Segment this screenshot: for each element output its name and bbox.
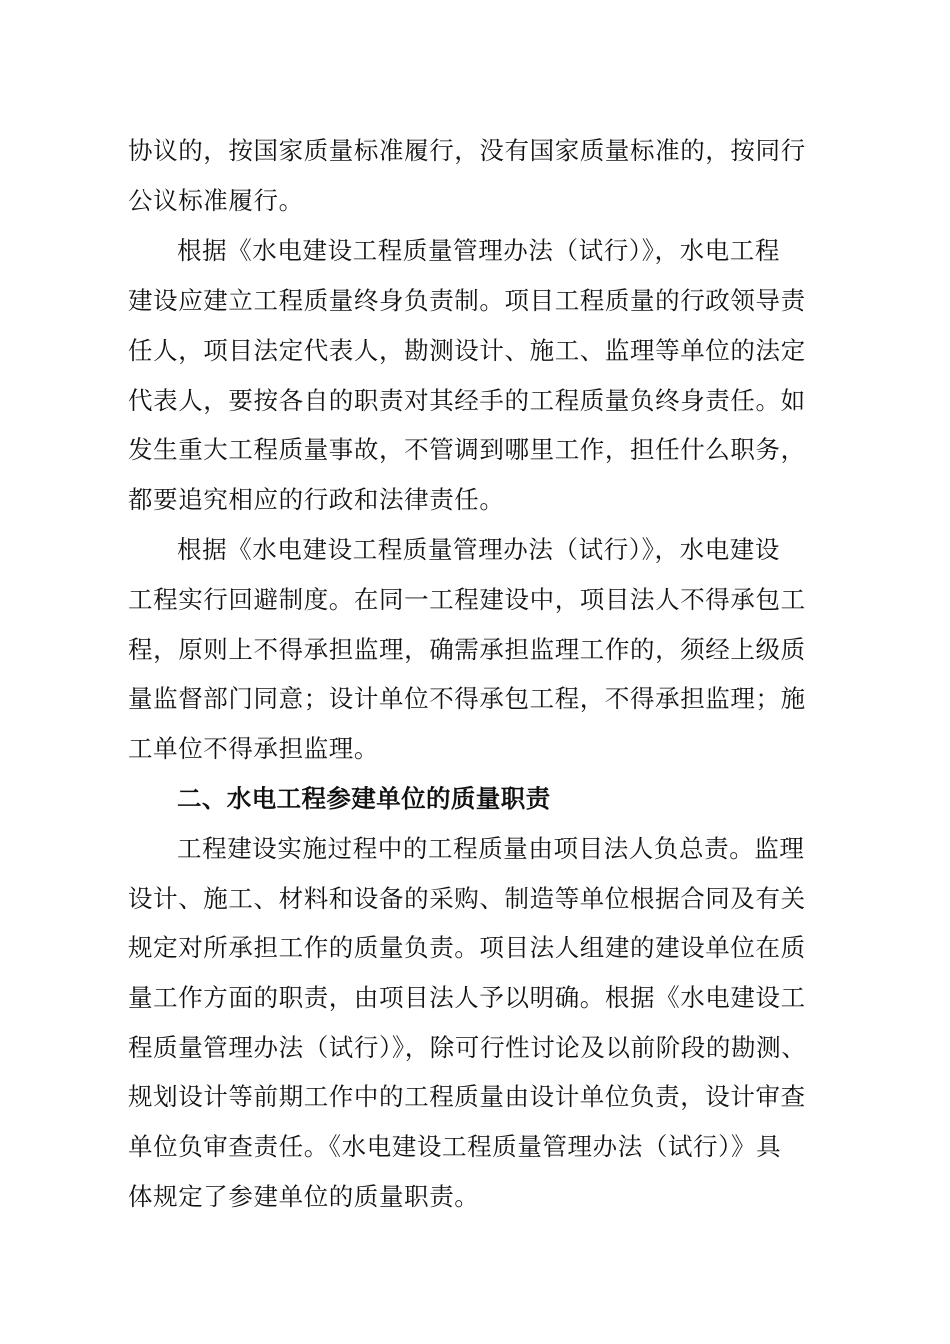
- paragraph-2-line-6: 都要追究相应的行政和法律责任。: [128, 485, 505, 514]
- paragraph-3-line-3: 程，原则上不得承担监理，确需承担监理工作的，须经上级质: [128, 635, 806, 664]
- paragraph-4-line-4: 量工作方面的职责，由项目法人予以明确。根据《水电建设工: [128, 983, 806, 1012]
- paragraph-4-line-3: 规定对所承担工作的质量负责。项目法人组建的建设单位在质: [128, 933, 806, 962]
- paragraph-2-line-1: 根据《水电建设工程质量管理办法（试行）》，水电工程: [177, 236, 780, 265]
- section-heading: 二、水电工程参建单位的质量职责: [177, 784, 551, 813]
- paragraph-4-line-1: 工程建设实施过程中的工程质量由项目法人负总责。监理: [177, 834, 805, 863]
- paragraph-2-line-2: 建设应建立工程质量终身负责制。项目工程质量的行政领导责: [128, 286, 806, 315]
- paragraph-2-line-3: 任人，项目法定代表人，勘测设计、施工、监理等单位的法定: [128, 336, 806, 365]
- paragraph-1-line-1: 协议的，按国家质量标准履行，没有国家质量标准的，按同行: [128, 136, 806, 165]
- paragraph-3-line-1: 根据《水电建设工程质量管理办法（试行）》，水电建设: [177, 535, 780, 564]
- paragraph-4-line-2: 设计、施工、材料和设备的采购、制造等单位根据合同及有关: [128, 884, 806, 913]
- paragraph-4-line-7: 单位负审查责任。《水电建设工程质量管理办法（试行）》具: [128, 1132, 782, 1161]
- paragraph-3-line-4: 量监督部门同意；设计单位不得承包工程，不得承担监理；施: [128, 684, 806, 713]
- paragraph-4-line-8: 体规定了参建单位的质量职责。: [128, 1182, 480, 1211]
- paragraph-3-line-2: 工程实行回避制度。在同一工程建设中，项目法人不得承包工: [128, 585, 806, 614]
- paragraph-3-line-5: 工单位不得承担监理。: [128, 734, 379, 763]
- paragraph-1-line-2: 公议标准履行。: [128, 186, 304, 215]
- paragraph-4-line-6: 规划设计等前期工作中的工程质量由设计单位负责，设计审查: [128, 1082, 806, 1111]
- paragraph-2-line-5: 发生重大工程质量事故，不管调到哪里工作，担任什么职务，: [128, 435, 806, 464]
- paragraph-2-line-4: 代表人，要按各自的职责对其经手的工程质量负终身责任。如: [128, 386, 806, 415]
- paragraph-4-line-5: 程质量管理办法（试行）》，除可行性讨论及以前阶段的勘测、: [128, 1033, 807, 1062]
